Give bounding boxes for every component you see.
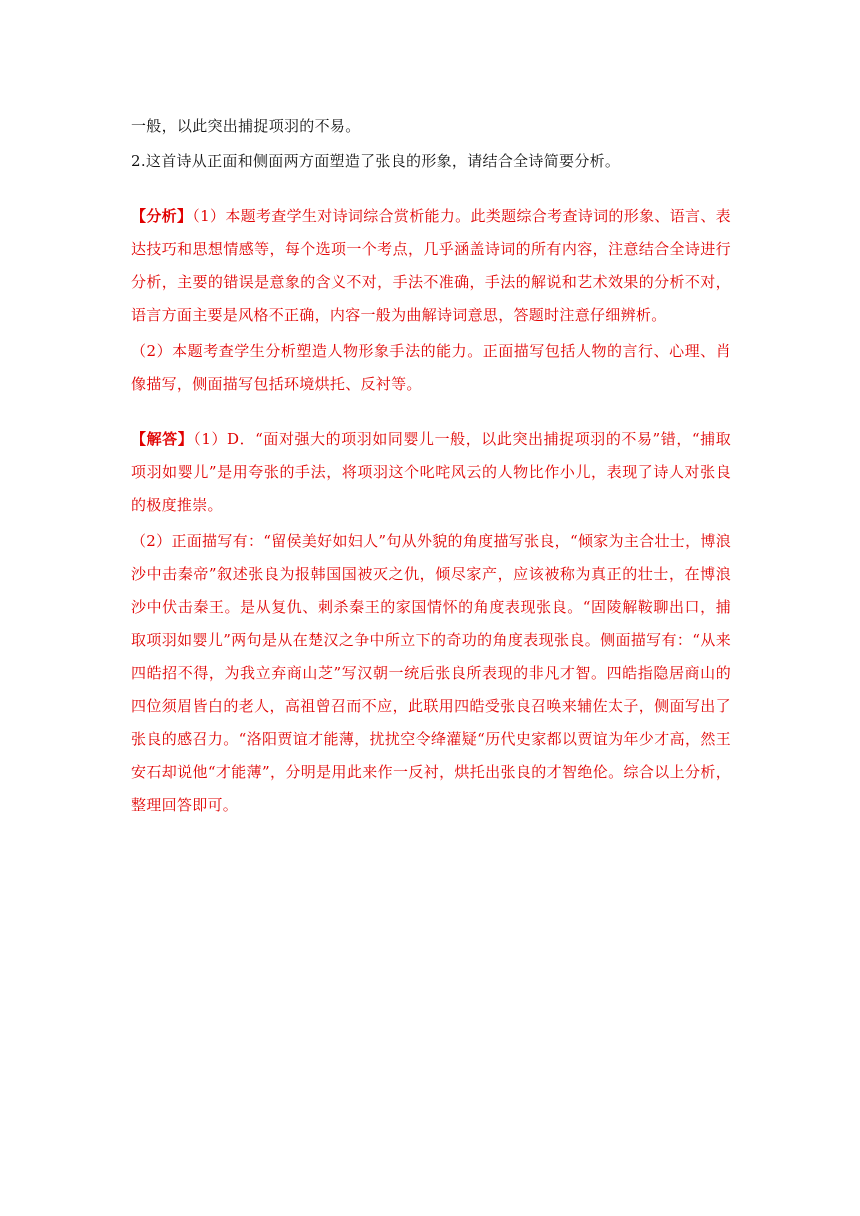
answer-part-2: （2）正面描写有：“留侯美好如妇人”句从外貌的角度描写张良，“倾家为主合壮士，博浪沙中击秦帝”叙述张良为报韩国国被灭之仇，倾尽家产，应该被称为真正的壮士，在博浪沙中伏击秦王。是从复仇、刺杀秦王的家国情怀的角度表现张良。“固陵解鞍聊出口，捕取项羽如婴儿”两句是从在楚汉之争中所立下的奇功的角度表现张良。侧面描写有：“从来四皓招不得，为我立弃商山芝”写汉朝一统后张良所表现的非凡才智。四皓指隐居商山的四位须眉皆白的老人，高祖曾召而不应，此联用四皓受张良召唤来辅佐太子，侧面写出了张良的感召力。“洛阳贾谊才能薄，扰扰空令绛灌疑“历代史家都以贾谊为年少才高，然王安石却说他“才能薄”，分明是用此来作一反衬，烘托出张良的才智绝伦。综合以上分析，整理回答即可。 (131, 532, 731, 814)
analysis-part-1-text: （1）本题考查学生对诗词综合赏析能力。此类题综合考查诗词的形象、语言、表达技巧和思想情感等，每个选项一个考点，几乎涵盖诗词的所有内容，注意结合全诗进行分析，主要的错误是意象的含义不对，手法不准确，手法的解说和艺术效果的分析不对，语言方面主要是风格不正确，内容一般为曲解诗词意思，答题时注意仔细辨析。 (131, 207, 731, 324)
answer-part-1-text: （1）D．“面对强大的项羽如同婴儿一般，以此突出捕捉项羽的不易”错，“捕取项羽如婴儿”是用夸张的手法，将项羽这个叱咤风云的人物比作小儿，表现了诗人对张良的极度推崇。 (131, 430, 731, 514)
analysis-part-2: （2）本题考查学生分析塑造人物形象手法的能力。正面描写包括人物的言行、心理、肖像描写，侧面描写包括环境烘托、反衬等。 (131, 342, 731, 393)
question-2: 2.这首诗从正面和侧面两方面塑造了张良的形象，请结合全诗简要分析。 (131, 152, 621, 170)
answer-label: 【解答】 (131, 430, 194, 448)
question-continuation: 一般，以此突出捕捉项羽的不易。 (131, 117, 361, 135)
document-body (131, 110, 731, 822)
analysis-part-1 (131, 200, 731, 332)
answer-part-1 (131, 423, 731, 522)
analysis-label: 【分析】 (131, 207, 193, 225)
